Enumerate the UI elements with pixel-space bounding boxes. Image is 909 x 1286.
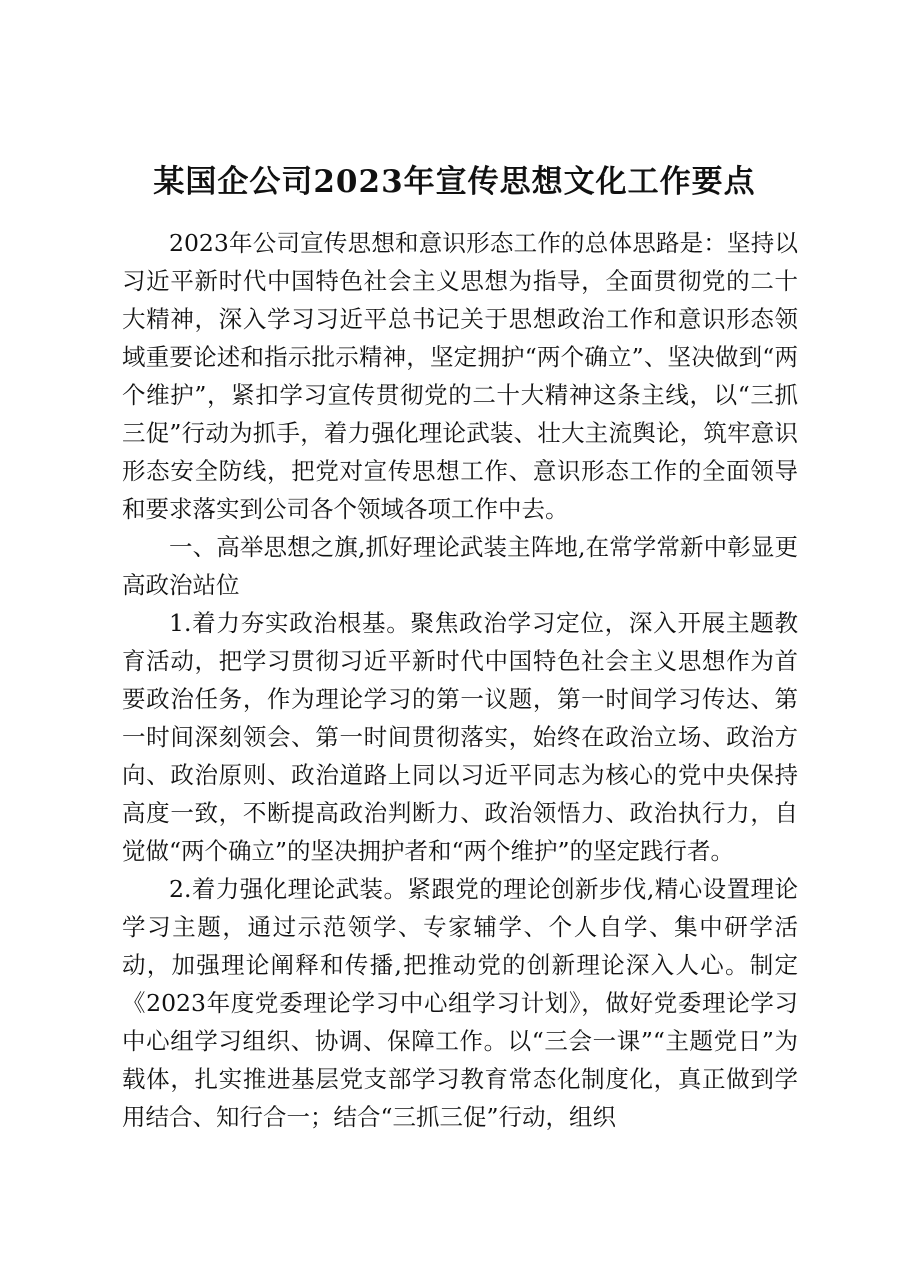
- item-paragraph-2: 2.着力强化理论武装。紧跟党的理论创新步伐,精心设置理论学习主题，通过示范领学、专家辅学、个人自学、集中研学活动，加强理论阐释和传播,把推动党的创新理论深入人心。制定《2023年度党委理论学习中心组学习计划》，做好党委理论学习中心组学习组织、协调、保障工作。以“三会一课”“主题党日”为载体，扎实推进基层党支部学习教育常态化制度化，真正做到学用结合、知行合一；结合“三抓三促”行动，组织: [122, 875, 798, 1131]
- section-heading-1: 一、高举思想之旗,抓好理论武装主阵地,在常学常新中彰显更高政治站位: [122, 533, 798, 599]
- document-body: [122, 224, 798, 1136]
- intro-paragraph: 2023年公司宣传思想和意识形态工作的总体思路是：坚持以习近平新时代中国特色社会主义思想为指导，全面贯彻党的二十大精神，深入学习习近平总书记关于思想政治工作和意识形态领域重要论述和指示批示精神，坚定拥护“两个确立”、坚决做到“两个维护”，紧扣学习宣传贯彻党的二十大精神这条主线，以“三抓三促”行动为抓手，着力强化理论武装、壮大主流舆论，筑牢意识形态安全防线，把党对宣传思想工作、意识形态工作的全面领导和要求落实到公司各个领域各项工作中去。: [122, 229, 798, 523]
- document-title: 某国企公司2023年宣传思想文化工作要点: [153, 164, 756, 200]
- item-paragraph-1: 1.着力夯实政治根基。聚焦政治学习定位，深入开展主题教育活动，把学习贯彻习近平新时代中国特色社会主义思想作为首要政治任务，作为理论学习的第一议题，第一时间学习传达、第一时间深刻领会、第一时间贯彻落实，始终在政治立场、政治方向、政治原则、政治道路上同以习近平同志为核心的党中央保持高度一致，不断提高政治判断力、政治领悟力、政治执行力，自觉做“两个确立”的坚决拥护者和“两个维护”的坚定践行者。: [122, 609, 798, 865]
